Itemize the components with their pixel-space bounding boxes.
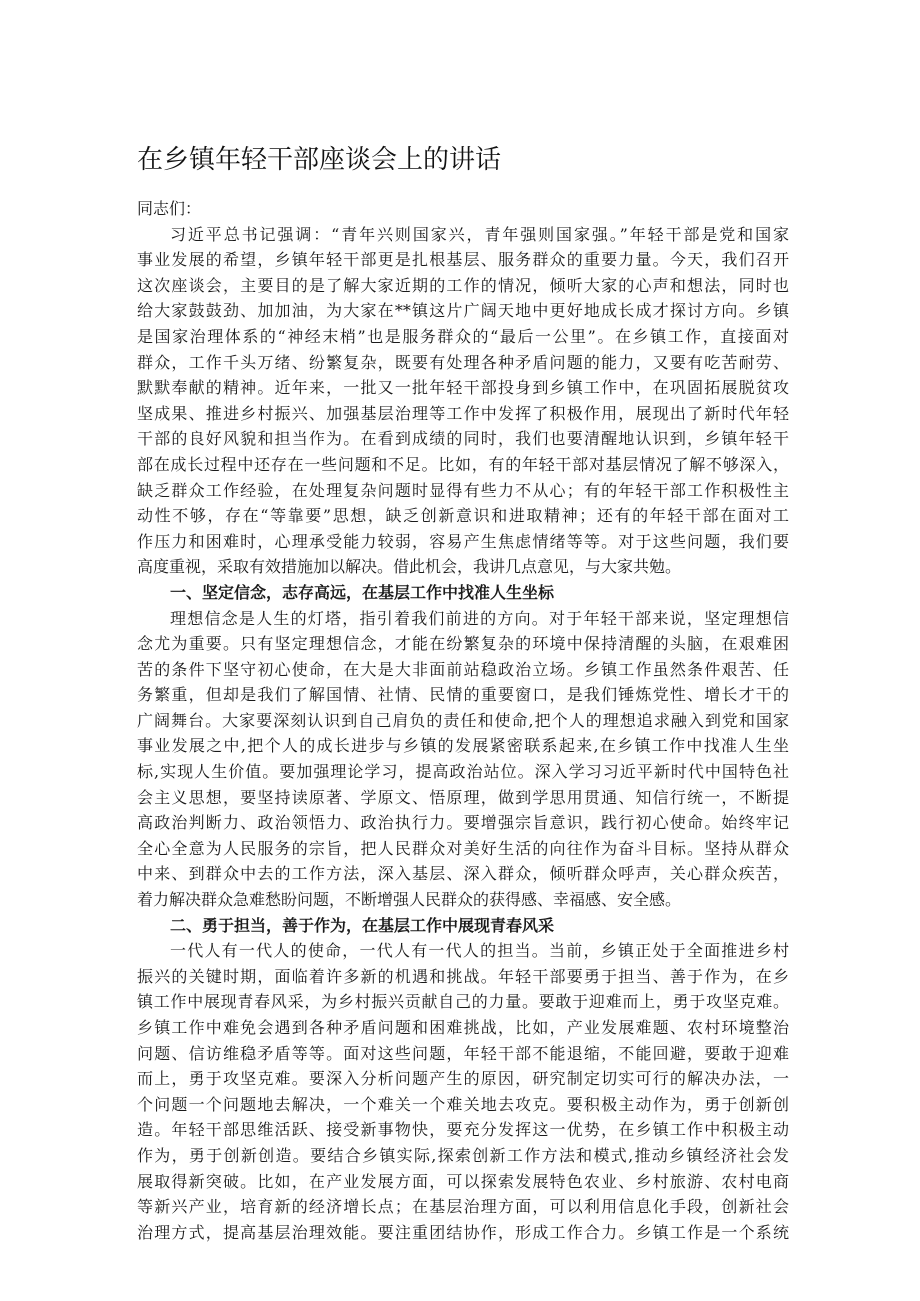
- text-line: 务繁重，但却是我们了解国情、社情、民情的重要窗口，是我们锤炼党性、增长才干的: [137, 685, 789, 705]
- text-line: 事业发展之中,把个人的成长进步与乡镇的发展紧密联系起来,在乡镇工作中找准人生坐: [137, 736, 789, 756]
- text-line: 振兴的关键时期，面临着许多新的机遇和挑战。年轻干部要勇于担当、善于作为，在乡: [137, 966, 789, 986]
- text-line: 全心全意为人民服务的宗旨，把人民群众对美好生活的向往作为奋斗目标。坚持从群众: [137, 838, 789, 858]
- text-line: 镇工作中展现青春风采，为乡村振兴贡献自己的力量。要敢于迎难而上，勇于攻坚克难。: [137, 992, 789, 1012]
- text-line: 展取得新突破。比如，在产业发展方面，可以探索发展特色农业、乡村旅游、农村电商: [137, 1171, 789, 1191]
- text-line: 问题、信访维稳矛盾等等。面对这些问题，年轻干部不能退缩，不能回避，要敢于迎难: [137, 1043, 789, 1063]
- section-heading-2: 二、勇于担当，善于作为，在基层工作中展现青春风采: [170, 915, 555, 935]
- text-line: 高政治判断力、政治领悟力、政治执行力。要增强宗旨意识，践行初心使命。始终牢记: [137, 813, 789, 833]
- text-line: 中来、到群众中去的工作方法，深入基层、深入群众，倾听群众呼声，关心群众疾苦，: [137, 864, 789, 884]
- text-line: 干部的良好风貌和担当作为。在看到成绩的同时，我们也要清醒地认识到，乡镇年轻干: [137, 429, 789, 449]
- text-line: 乡镇工作中难免会遇到各种矛盾问题和困难挑战，比如，产业发展难题、农村环境整治: [137, 1018, 789, 1037]
- text-line: 坚成果、推进乡村振兴、加强基层治理等工作中发挥了积极作用，展现出了新时代年轻: [137, 403, 789, 423]
- text-line: 这次座谈会，主要目的是了解大家近期的工作的情况，倾听大家的心声和想法，同时也: [137, 275, 789, 295]
- text-line: 理想信念是人生的灯塔，指引着我们前进的方向。对于年轻干部来说，坚定理想信: [170, 608, 789, 628]
- greeting: 同志们：: [137, 199, 202, 218]
- paragraph-section-1: [137, 606, 789, 913]
- text-line: 等新兴产业，培育新的经济增长点；在基层治理方面，可以利用信息化手段，创新社会: [137, 1197, 789, 1217]
- text-line: 治理方式，提高基层治理效能。要注重团结协作，形成工作合力。乡镇工作是一个系统: [137, 1222, 789, 1242]
- text-line: 会主义思想，要坚持读原著、学原文、悟原理，做到学思用贯通、知信行统一，不断提: [137, 787, 789, 807]
- text-line: 缺乏群众工作经验，在处理复杂问题时显得有些力不从心；有的年轻干部工作积极性主: [137, 480, 789, 500]
- text-line: 高度重视，采取有效措施加以解决。借此机会，我讲几点意见，与大家共勉。: [137, 557, 682, 577]
- text-line: 标,实现人生价值。要加强理论学习，提高政治站位。深入学习习近平新时代中国特色社: [137, 762, 789, 782]
- text-line: 而上，勇于攻坚克难。要深入分析问题产生的原因，研究制定切实可行的解决办法，一: [137, 1069, 789, 1089]
- text-line: 群众，工作千头万绪、纷繁复杂，既要有处理各种矛盾问题的能力，又要有吃苦耐劳、: [137, 352, 789, 372]
- text-line: 默默奉献的精神。近年来，一批又一批年轻干部投身到乡镇工作中，在巩固拓展脱贫攻: [137, 378, 789, 398]
- text-line: 广阔舞台。大家要深刻认识到自己肩负的责任和使命,把个人的理想追求融入到党和国家: [137, 710, 789, 730]
- paragraph-intro: [137, 222, 789, 580]
- document-body: [137, 196, 789, 1245]
- text-line: 动性不够，存在“等靠要”思想，缺乏创新意识和进取精神；还有的年轻干部在面对工: [137, 506, 789, 526]
- text-line: 给大家鼓鼓劲、加加油，为大家在**镇这片广阔天地中更好地成长成才探讨方向。乡镇: [137, 301, 789, 321]
- text-line: 事业发展的希望，乡镇年轻干部更是扎根基层、服务群众的重要力量。今天，我们召开: [137, 250, 789, 270]
- text-line: 苦的条件下坚守初心使命，在大是大非面前站稳政治立场。乡镇工作虽然条件艰苦、任: [137, 659, 789, 679]
- document-title: 在乡镇年轻干部座谈会上的讲话: [137, 145, 502, 175]
- section-heading-1: 一、坚定信念，志存高远，在基层工作中找准人生坐标: [170, 582, 555, 602]
- text-line: 作为，勇于创新创造。要结合乡镇实际,探索创新工作方法和模式,推动乡镇经济社会发: [137, 1145, 789, 1165]
- text-line: 一代人有一代人的使命，一代人有一代人的担当。当前，乡镇正处于全面推进乡村: [170, 941, 789, 961]
- text-line: 习近平总书记强调：“青年兴则国家兴，青年强则国家强。”年轻干部是党和国家: [170, 224, 789, 244]
- text-line: 个问题一个问题地去解决，一个难关一个难关地去攻克。要积极主动作为，勇于创新创: [137, 1094, 789, 1114]
- text-line: 部在成长过程中还存在一些问题和不足。比如，有的年轻干部对基层情况了解不够深入，: [137, 454, 789, 474]
- paragraph-section-2: [137, 938, 789, 1245]
- text-line: 是国家治理体系的“神经末梢”也是服务群众的“最后一公里”。在乡镇工作，直接面对: [137, 326, 789, 346]
- text-line: 念尤为重要。只有坚定理想信念，才能在纷繁复杂的环境中保持清醒的头脑，在艰难困: [137, 634, 789, 654]
- text-line: 着力解决群众急难愁盼问题，不断增强人民群众的获得感、幸福感、安全感。: [137, 890, 682, 910]
- text-line: 造。年轻干部思维活跃、接受新事物快，要充分发挥这一优势，在乡镇工作中积极主动: [137, 1120, 789, 1140]
- text-line: 作压力和困难时，心理承受能力较弱，容易产生焦虑情绪等等。对于这些问题，我们要: [137, 531, 789, 551]
